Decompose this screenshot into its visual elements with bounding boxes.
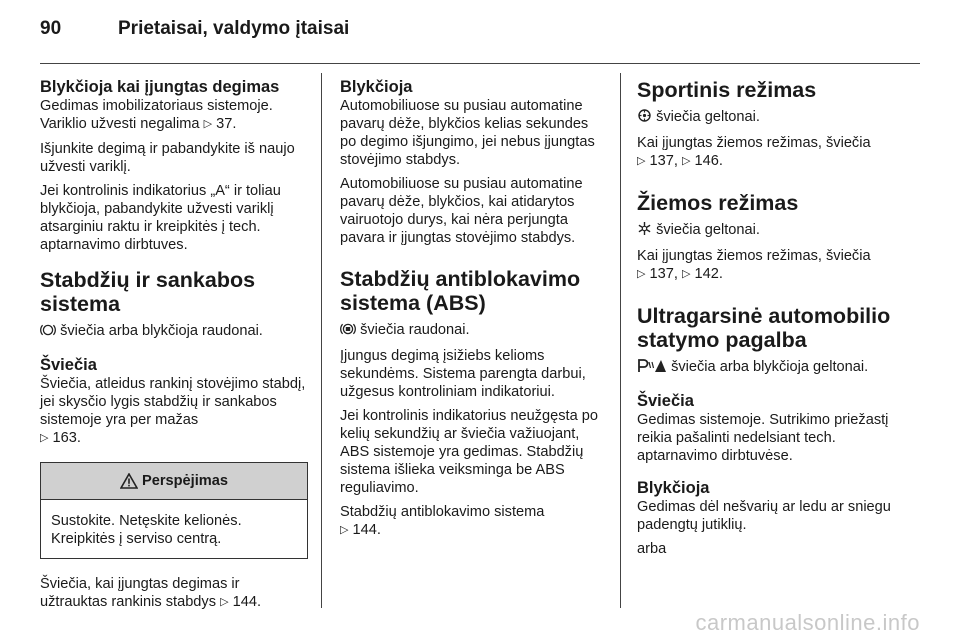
- warning-body: [41, 500, 307, 558]
- section-heading-brake-clutch: Stabdžių ir sankabos sistema: [40, 268, 256, 316]
- paragraph: Kai įjungtas žiemos režimas, šviečia ▷ 137, ▷ 142.: [637, 248, 871, 282]
- paragraph: Įjungus degimą įsižiebs kelioms sekundėms. Sistema parengta darbui, užgesus kontroliniam indikatoriui.: [340, 348, 586, 400]
- watermark: carmanualsonline.info: [695, 610, 920, 635]
- reference-arrow-icon: ▷: [637, 155, 646, 167]
- reference-arrow-icon: ▷: [40, 432, 49, 444]
- paragraph: Šviečia, kai įjungtas degimas ir užtrauktas rankinis stabdys ▷ 144.: [40, 576, 262, 610]
- warning-triangle-icon: [120, 473, 138, 489]
- column-divider: [620, 73, 621, 608]
- reference-arrow-icon: ▷: [220, 596, 229, 608]
- parking-assist-icon: [637, 358, 667, 378]
- column-2: [340, 78, 602, 546]
- column-3: [637, 78, 899, 564]
- snowflake-icon: [637, 221, 652, 241]
- paragraph: Jei kontrolinis indikatorius neužgęsta po kelių sekundžių ar šviečia važiuojant, ABS sistemoje yra gedimas. Stabdžių sistema išlieka veiksminga be ABS reguliavimo.: [340, 408, 598, 496]
- page-header: [40, 18, 920, 58]
- page-reference: 163.: [52, 430, 81, 446]
- subheading-flashing: Blykčioja: [340, 78, 413, 96]
- paragraph: Jei kontrolinis indikatorius „A“ ir toliau blykčioja, pabandykite užvesti variklį atsarginiu raktu ir kreipkitės į tech. aptarnavimo dirbtuves.: [40, 183, 281, 253]
- section-heading-sport-mode: Sportinis režimas: [637, 78, 817, 102]
- paragraph: Šviečia, atleidus rankinį stovėjimo stabdį, jei skysčio lygis stabdžių ir sankabos sistemoje yra per mažas ▷ 163.: [40, 376, 306, 446]
- paragraph: šviečia geltonai.: [637, 108, 899, 128]
- subheading-flashing: Blykčioja: [637, 479, 710, 497]
- paragraph: Automobiliuose su pusiau automatine pavarų dėže, blykčios, kai atidarytos vairuotojo durys, kai nėra perjungta pavara ir įjungtas stovėjimo stabdys.: [340, 176, 583, 246]
- paragraph: Išjunkite degimą ir pabandykite iš naujo užvesti variklį.: [40, 141, 295, 175]
- reference-arrow-icon: ▷: [637, 268, 646, 280]
- section-heading-ignition-flashing: Blykčioja kai įjungtas degimas: [40, 78, 280, 96]
- page-reference: 144.: [232, 594, 262, 610]
- page-title: Prietaisai, valdymo įtaisai: [118, 18, 350, 39]
- paragraph: Kai įjungtas žiemos režimas, šviečia ▷ 137, ▷ 146.: [637, 135, 871, 169]
- paragraph: Stabdžių antiblokavimo sistema ▷ 144.: [340, 504, 545, 538]
- subheading-lit: Šviečia: [40, 356, 97, 374]
- subheading-lit: Šviečia: [637, 392, 694, 410]
- paragraph: Gedimas sistemoje. Sutrikimo priežastį reikia pašalinti nedelsiant tech. aptarnavimo dirbtuvėse.: [637, 412, 889, 464]
- section-heading-parking-assist: Ultragarsinė automobilio statymo pagalba: [637, 304, 891, 352]
- reference-arrow-icon: ▷: [682, 155, 691, 167]
- warning-header: Perspėjimas: [41, 463, 307, 500]
- warning-box: [40, 462, 308, 559]
- paragraph: Gedimas imobilizatoriaus sistemoje. Variklio užvesti negalima ▷ 37.: [40, 98, 273, 132]
- column-1: [40, 78, 308, 618]
- paragraph: Automobiliuose su pusiau automatine pavarų dėže, blykčios kelias sekundes po degimo išjungimo, jei nebus įjungtas stovėjimo stabdys.: [340, 98, 595, 168]
- reference-arrow-icon: ▷: [340, 524, 349, 536]
- paragraph: šviečia raudonai.: [340, 321, 602, 341]
- abs-warning-icon: [340, 322, 356, 341]
- paragraph: arba: [637, 541, 667, 557]
- paragraph: šviečia arba blykčioja raudonai.: [40, 322, 308, 342]
- section-heading-abs: Stabdžių antiblokavimo sistema (ABS): [340, 267, 581, 315]
- page-reference: 37.: [216, 116, 237, 132]
- sport-mode-icon: [637, 108, 652, 128]
- header-rule: [40, 63, 920, 64]
- paragraph: šviečia arba blykčioja geltonai.: [637, 358, 899, 378]
- page-number: 90: [40, 18, 62, 39]
- paragraph: šviečia geltonai.: [637, 221, 899, 241]
- section-heading-winter-mode: Žiemos režimas: [637, 191, 799, 215]
- brake-warning-icon: [40, 323, 56, 342]
- warning-text: Sustokite. Netęskite kelionės. Kreipkitės į serviso centrą.: [51, 513, 242, 547]
- reference-arrow-icon: ▷: [203, 118, 213, 130]
- page-reference: 144.: [352, 522, 381, 538]
- paragraph: Gedimas dėl nešvarių ar ledu ar sniegu padengtų jutiklių.: [637, 499, 891, 533]
- column-divider: [321, 73, 322, 608]
- reference-arrow-icon: ▷: [682, 268, 691, 280]
